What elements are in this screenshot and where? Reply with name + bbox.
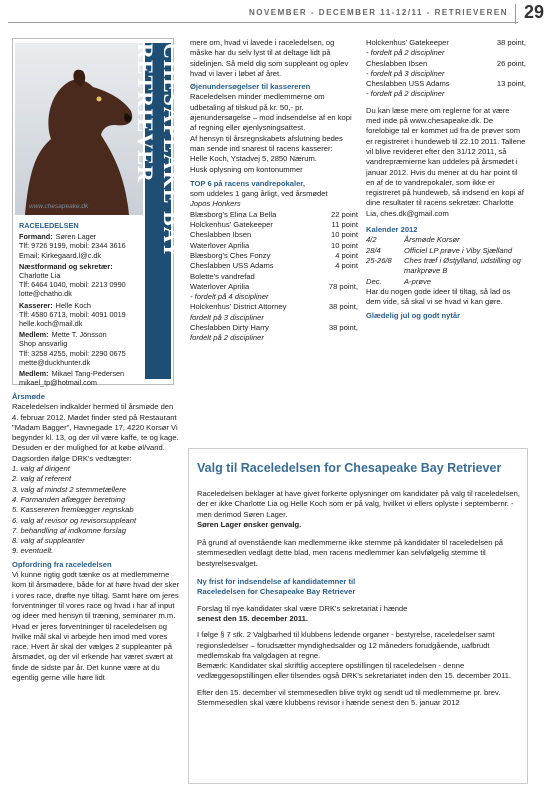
board-member (19, 301, 143, 329)
valg-p5: Bemærk: Kandidater skal skriftlig acceptere opstillingen til raceledelsen - denne vedlæggesopstillingen eller tilsendes også DRK's sekretariatet inden den 15. december 2011. (197, 661, 512, 681)
pokal-row (190, 230, 358, 240)
valg-p6: Efter den 15. december vil stemmesedlen blive trykt og sendt ud til medlemmerne pr. brev. Stemmesedlen skal være klubbens revisor i hænde senest den 5. januar 2012 (197, 687, 501, 708)
board-role (19, 301, 143, 310)
jopos-label: Jopos Honkers (190, 199, 241, 209)
pokal-row (366, 79, 526, 89)
board-member-name: Mikael Tang-Pedersen (51, 369, 125, 379)
ideas-text: Har du nogen gode ideer til tiltag, så lad os dem vide, så skal vi se hvad vi kan gøre. (366, 286, 511, 307)
event-text: Officiel LP prøve i Viby Sjælland (404, 245, 513, 255)
dog-image (15, 43, 143, 215)
valg-p3: Forslag til nye kandidater skal være DRK's sekretariat i hænde (197, 603, 408, 613)
pokal-disciplines: - fordelt på 4 discipliner (190, 292, 269, 302)
board-role (19, 330, 143, 339)
pokal-disciplines: - fordelt på 2 discipliner (366, 89, 445, 99)
pokal-points: 38 point, (496, 38, 526, 47)
pokal-points: 38 point, (328, 302, 358, 312)
top6-list (190, 210, 358, 344)
board-contact-line: lotte@chatho.dk (19, 289, 72, 299)
pokal-dog-name: Holckenhus' Gatekeeper (366, 38, 449, 47)
board-box (12, 38, 184, 388)
board-members (19, 232, 143, 387)
frist-title-2: Raceledelsen for Chesapeake Bay Retriever (197, 587, 356, 597)
event-date: Dec. (366, 276, 382, 286)
page-number: 29 (523, 2, 544, 22)
event-row (366, 246, 526, 256)
board-contact-line: Email: Kirkegaard.l@c.dk (19, 250, 102, 260)
board-member-name: Charlotte Lia (19, 271, 61, 281)
greeting: Glædelig jul og godt nytår (366, 311, 461, 321)
pokal-dog-name: Blæsborg's Elina La Bella (190, 209, 277, 219)
pokal-dog-name: Waterlover Aprilia (190, 281, 250, 291)
event-text: Årsmøde Korsør (404, 235, 460, 245)
breed-banner (133, 43, 184, 379)
pokal-row (190, 210, 358, 220)
board-member-name: Søren Lager (55, 232, 97, 242)
pokal-points: 4 point (335, 250, 358, 260)
event-row (366, 277, 526, 287)
agenda-item: 1. valg af dirigent (12, 464, 70, 474)
pokal-row (190, 323, 358, 333)
pokal-row (190, 241, 358, 251)
board-role-label: Næstformand og sekretær: (19, 261, 113, 271)
pokal-dog-name: Cheslabben Dirty Harry (190, 323, 269, 333)
board-role-label: Medlem: (19, 369, 49, 379)
event-date: 25-26/8 (366, 255, 392, 265)
event-date: 28/4 (366, 245, 381, 255)
board-title: RACELEDELSEN (19, 221, 79, 230)
aarsmode-text: Raceledelsen indkalder hermed til årsmøde den 4. februar 2012. Mødet finder sted på Restaurant "Madam Bagger", Havnegade 17, 4220 Korsør Vi begynder kl. 13, og der vil være kaffe, te og kage. Desuden er der mulighed for at købe øl/vand. (12, 402, 179, 453)
board-member (19, 232, 143, 260)
pokal-dog-name: Cheslabben Ibsen (366, 58, 428, 68)
valg-title: Valg til Raceledelsen for Chesapeake Bay Retriever (197, 461, 502, 475)
pokal-points: 22 point (330, 209, 358, 219)
top6-subtitle: som uddeles 1 gang årligt, ved årsmødet (190, 189, 328, 199)
board-member-name: Helle Koch (55, 300, 91, 310)
valg-p4: I følge § 7 stk. 2 Valgbarhed til klubbens ledende organer - bestyrelse, raceledelser samt regionsledelser – forudsætter myndighedsalder og 12 måneders forudgående, uafbrudt medlemskab fra valgdagen at regne. (197, 630, 495, 660)
event-row (366, 235, 526, 245)
pokal-row (190, 272, 358, 282)
pokal-dog-name: Holckenhus' Gatekeeper (190, 220, 273, 230)
board-member (19, 330, 143, 367)
valg-p2: På grund af ovenstående kan medlemmerne ikke stemme på kandidater til raceledelsen på stemmesedlen vedlagt dette blad, men racens medlemmer kan selvfølgelig stemme til bestyrelsesvalget. (197, 538, 504, 568)
pokal-points: 10 point (330, 230, 358, 240)
header-divider (515, 4, 516, 24)
event-text: Ches træf i Østjylland, udstilling og markprøve B (404, 255, 521, 276)
agenda-item: 3. valg af mindst 2 stemmetællere (12, 484, 126, 494)
pokal-dog-name: Holckenhus' District Attorney (190, 302, 287, 312)
board-member-name: Mette T. Jönsson (51, 330, 107, 340)
event-list (366, 235, 526, 286)
valg-p1-bold: Søren Lager ønsker genvalg. (197, 519, 302, 529)
board-contact-line: helle.koch@mail.dk (19, 319, 83, 329)
board-contact-line: Tlf: 9726 9199, mobil: 2344 3616 (19, 241, 126, 251)
board-member (19, 369, 143, 387)
pokal-row (366, 59, 526, 69)
aarsmode-title: Årsmøde (12, 392, 45, 401)
column-1 (12, 392, 180, 683)
board-role (19, 232, 143, 241)
ojen-note: Husk oplysning om kontonummer (190, 164, 303, 174)
pokal-points: 78 point, (328, 281, 358, 291)
event-text: A-prøve (404, 276, 432, 286)
board-list (19, 221, 143, 389)
pokal-disciplines: fordelt på 3 discipliner (190, 312, 264, 322)
pokal-row (190, 220, 358, 230)
pokal-dog-name: Waterlover Aprilia (190, 240, 250, 250)
valg-box (188, 448, 528, 784)
board-role (19, 262, 143, 280)
agenda-item: 6. valg af revisor og revisorsuppleant (12, 515, 137, 525)
board-contact-line: mikael_tp@hotmail.com (19, 378, 97, 388)
valg-p1: Raceledelsen beklager at have givet forkerte oplysninger om kandidater på valg til raceledelsen, der er ikke Charlotte Lia og Helle Koch som er på valg, hvilket vi ellers oplyste i septembernr. - men derimod Søren Lager. (197, 489, 520, 519)
pokal-dog-name: Blæsborg's Ches Fonzy (190, 250, 271, 260)
agenda-item: 8. valg af suppleanter (12, 536, 85, 546)
valg-body (197, 489, 522, 708)
board-role-label: Formand: (19, 232, 53, 242)
pokal-row (190, 282, 358, 292)
event-row (366, 256, 526, 277)
board-role-label: Medlem: (19, 330, 49, 340)
ojen-address: Helle Koch, Ystadvej 5, 2850 Nærum. (190, 154, 317, 164)
ojen-title: Øjenundersøgelser til kassereren (190, 82, 311, 92)
agenda-intro: Dagsorden ifølge DRK's vedtægter: (12, 453, 132, 463)
pokal-row (190, 302, 358, 312)
board-contact-line: Shop ansvarlig (19, 339, 68, 349)
dog-photo (15, 43, 143, 215)
kalender-title: Kalender 2012 (366, 225, 418, 235)
issue-header: NOVEMBER - DECEMBER 11-12/11 - RETRIEVEREN (248, 8, 508, 17)
website-caption: www.chesapeake.dk (29, 203, 89, 210)
pokal-list-cont (366, 38, 526, 100)
breed-banner-text: CHESAPEAKE BAY RETRIEVER (133, 43, 184, 258)
agenda-item: 4. Formanden aflægger beretning (12, 494, 126, 504)
opfordring-text: Vi kunne rigtig godt tænke os at medlemmerne kom til årsmødere, både for at høre hvad der sker i vores race, drøfte nye tiltag. Samt høre om jeres forventninger til vores race og hvad i har af input og ideer med hensyn til træning, seminarer m.m. Hvad er jeres forventninger til raceledelsen og hvilke mål skal vi arbejde hen imod med vores race. Hvert år skal der vælges 2 suppleanter på årsmødet, og der vil erkende har været svært at finde de sidste par år. Det kunne være at du egentlig gerne ville høre lidt (12, 570, 180, 683)
pokal-disciplines: fordelt på 2 discipliner (190, 333, 264, 343)
ojen-text-1: Raceledelsen minder medlemmerne om udbetaling af tilskud på kr. 50,- pr. øjenundersøgelse – mod indsendelse af en kopi af regning eller øjenlysningsattest. (190, 92, 352, 133)
pokal-dog-name: Cheslabben USS Adams (190, 261, 274, 271)
header-rule (8, 22, 518, 23)
agenda-item: 5. Kassereren fremlægger regnskab (12, 505, 134, 515)
pokal-row (190, 251, 358, 261)
agenda-list (12, 464, 180, 557)
pokal-row (366, 38, 526, 48)
agenda-item: 9. eventuelt. (12, 546, 54, 556)
pokal-points: 10 point (330, 240, 358, 250)
pokal-points: 4 point (335, 261, 358, 271)
board-contact-line: Tlf: 4580 6713, mobil: 4091 0019 (19, 309, 126, 319)
top6-title: TOP 6 på racens vandrepokaler, (190, 178, 305, 188)
frist-title-1: Ny frist for indsendelse af kandidatemner til (197, 577, 356, 587)
agenda-item: 7. behandling af indkomne forslag (12, 525, 126, 535)
pokal-dog-name: Cheslabben Ibsen (190, 230, 252, 240)
board-contact-line: Tlf: 6464 1040, mobil: 2213 0990 (19, 280, 126, 290)
pokal-points: 26 point, (496, 58, 526, 68)
column-2 (190, 38, 358, 344)
board-contact-line: Tlf: 3258 4255, mobil: 2290 0675 (19, 348, 126, 358)
pokal-points: 38 point, (328, 323, 358, 333)
pokal-dog-name: Cheslabben USS Adams (366, 79, 450, 89)
event-date: 4/2 (366, 235, 377, 245)
board-role-label: Kasserer: (19, 300, 53, 310)
opfordring-title: Opfordring fra raceledelsen (12, 559, 112, 569)
suppleant-text: mere om, hvad vi lavede i raceledelsen, og måske har du selv lyst til at deltage lidt på sidelinjen. Så meld dig som suppleant og oplev hvad vi laver i løbet af året. (190, 38, 349, 78)
regler-text: Du kan læse mere om reglerne for at være med inde på www.chesapeake.dk. De forelobige tal er kommet ud fra de prøver som er registreret i hundeweb til 22.10 2011. Tallene vil blive revideret efter den 31/12 2011, så vandrepræmierne kan uddeles på årsmødet i januar 2012. Hvis du mener at du har point til en af de to vandrepokaler, som ikke er registreret på hundeweb, så indsend en kopi af dine resultater til racens sekretær: Charlotte Lia, ches.dk@gmail.com (366, 105, 526, 218)
ojen-text-2: Af hensyn til årsregnskabets afslutning bedes man sende ind snarest til racens kasserer: (190, 133, 343, 153)
pokal-points: 13 point, (496, 79, 526, 89)
column-3 (366, 38, 526, 322)
agenda-item: 2. valg af referent (12, 474, 72, 484)
pokal-disciplines: - fordelt på 3 discipliner (366, 68, 445, 78)
board-contact-line: mette@duckhunter.dk (19, 357, 91, 367)
valg-p3-bold: senest den 15. december 2011. (197, 613, 309, 623)
pokal-row (190, 261, 358, 271)
board-member (19, 262, 143, 299)
board-role (19, 369, 143, 378)
pokal-disciplines: - fordelt på 2 discipliner (366, 48, 445, 58)
pokal-dog-name: Bolette's vandrefad (190, 271, 255, 281)
pokal-points: 11 point (331, 220, 358, 230)
